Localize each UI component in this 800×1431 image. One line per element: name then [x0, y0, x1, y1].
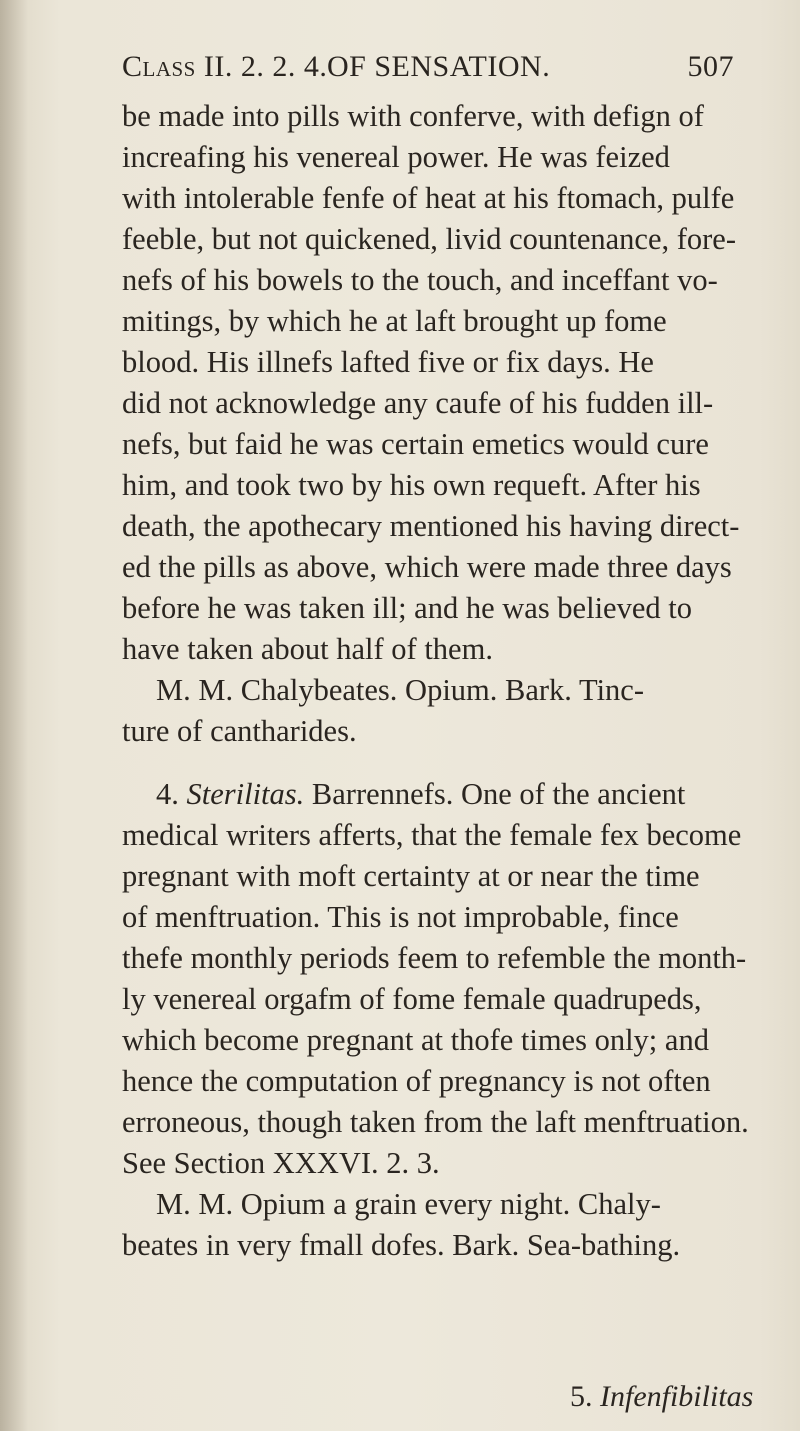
text-line: which become pregnant at thofe times only; and	[122, 1023, 709, 1057]
text-line: See Section XXXVI. 2. 3.	[122, 1146, 440, 1180]
text-line: thefe monthly periods feem to refemble the month-	[122, 941, 747, 975]
text-line: beates in very fmall dofes. Bark. Sea-bathing.	[122, 1228, 681, 1262]
catchword-term: Infenfibilitas	[600, 1380, 754, 1413]
page-number: 507	[687, 50, 734, 83]
text-line: be made into pills with conferve, with defign of	[122, 99, 704, 133]
text-line: ly venereal orgafm of fome female quadrupeds,	[122, 982, 702, 1016]
text-line: before he was taken ill; and he was believed to	[122, 591, 692, 625]
section-text: Barrennefs. One of the ancient	[311, 777, 686, 811]
text-line: medical writers afferts, that the female fex become	[122, 818, 742, 852]
text-line: ture of cantharides.	[122, 714, 357, 748]
class-reference: Class II. 2. 2. 4.	[122, 50, 328, 83]
text-line: of menftruation. This is not improbable, fince	[122, 900, 679, 934]
text-line: with intolerable fenfe of heat at his ftomach, pulfe	[122, 181, 735, 215]
header-title: OF SENSATION.	[327, 50, 551, 83]
binding-shadow	[0, 0, 28, 1431]
text-line: blood. His illnefs lafted five or fix days. He	[122, 345, 654, 379]
text-line: him, and took two by his own requeft. After his	[122, 468, 701, 502]
text-line: have taken about half of them.	[122, 632, 493, 666]
text-line: death, the apothecary mentioned his having direct-	[122, 509, 740, 543]
section-latin-term: Sterilitas.	[186, 777, 305, 811]
text-line: did not acknowledge any caufe of his fudden ill-	[122, 386, 714, 420]
text-line: nefs, but faid he was certain emetics would cure	[122, 427, 709, 461]
text-line: increafing his venereal power. He was feized	[122, 140, 670, 174]
text-line: pregnant with moft certainty at or near the time	[122, 859, 700, 893]
text-line: erroneous, though taken from the laft menftruation.	[122, 1105, 749, 1139]
text-line: M. M. Opium a grain every night. Chaly-	[156, 1187, 661, 1221]
text-line: feeble, but not quickened, livid countenance, fore-	[122, 222, 736, 256]
text-line: hence the computation of pregnancy is not often	[122, 1064, 711, 1098]
catchword	[570, 1380, 753, 1414]
text-line: M. M. Chalybeates. Opium. Bark. Tinc-	[156, 673, 644, 707]
section-heading-line	[156, 772, 685, 816]
catchword-number: 5.	[570, 1380, 593, 1413]
running-header	[122, 50, 734, 94]
text-line: ed the pills as above, which were made three days	[122, 550, 732, 584]
text-line: mitings, by which he at laft brought up fome	[122, 304, 667, 338]
section-number: 4.	[156, 777, 179, 811]
text-line: nefs of his bowels to the touch, and inceffant vo-	[122, 263, 718, 297]
